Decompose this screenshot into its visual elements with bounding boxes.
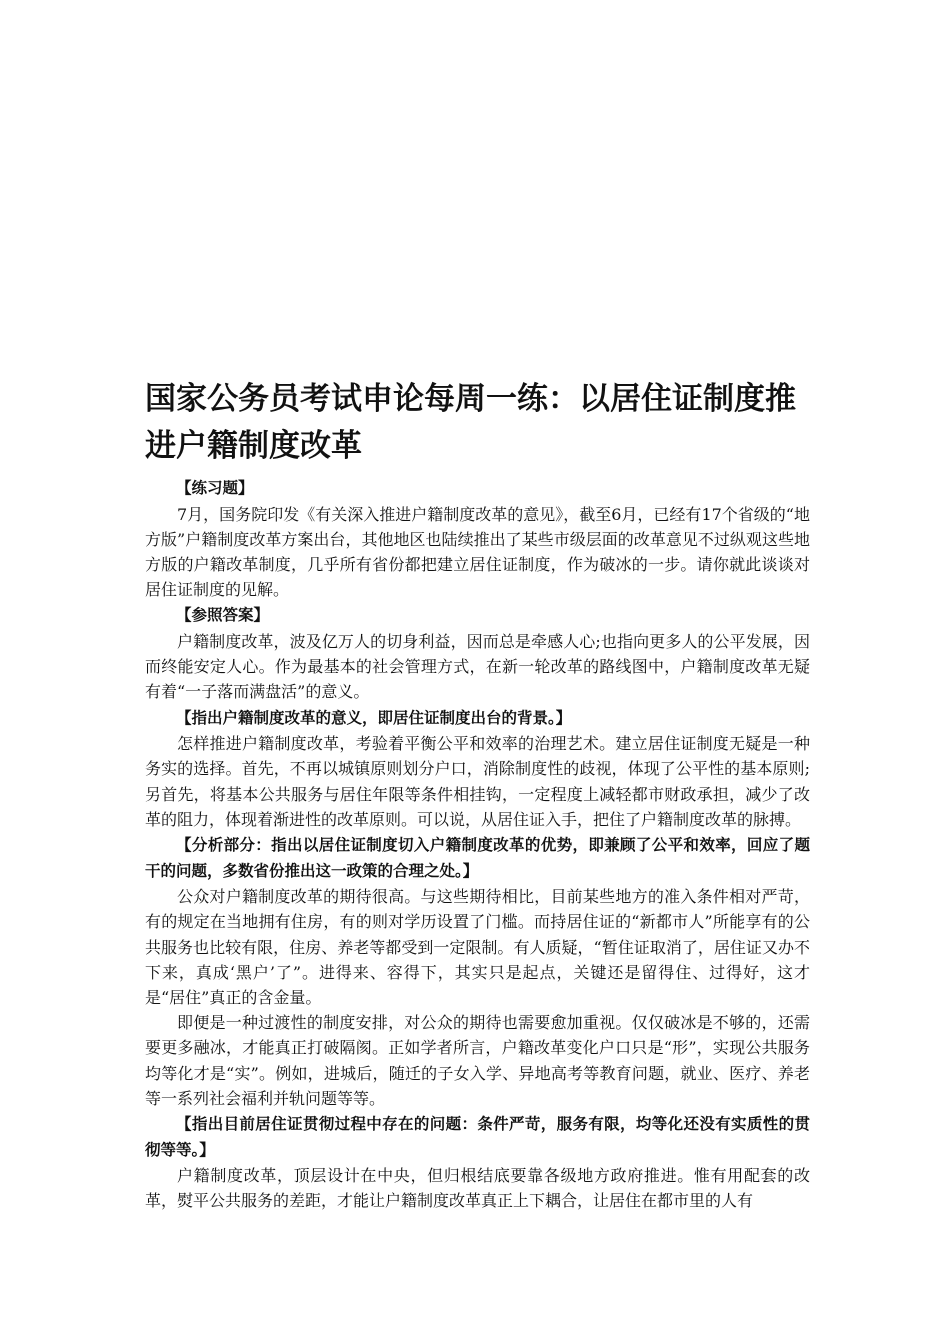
annotation-2: 【分析部分：指出以居住证制度切入户籍制度改革的优势，即兼顾了公平和效率，回应了题干的问题，多数省份推出这一政策的合理之处。】	[145, 836, 810, 880]
answer-paragraph-3: 公众对户籍制度改革的期待很高。与这些期待相比，目前某些地方的准入条件相对严苛，有的规定在当地拥有住房，有的则对学历设置了门槛。而持居住证的“新都市人”所能享有的公共服务也比较有限，住房、养老等都受到一定限制。有人质疑，“暂住证取消了，居住证又办不下来，真成‘黑户’了”。进得来、容得下，其实只是起点，关键还是留得住、过得好，这才是“居住”真正的含金量。	[145, 887, 810, 1008]
answer-paragraph-5: 户籍制度改革，顶层设计在中央，但归根结底要靠各级地方政府推进。惟有用配套的改革，熨平公共服务的差距，才能让户籍制度改革真正上下耦合，让居住在都市里的人有	[145, 1166, 810, 1211]
question-paragraph: 7月，国务院印发《有关深入推进户籍制度改革的意见》，截至6月，已经有17个省级的“地方版”户籍制度改革方案出台，其他地区也陆续推出了某些市级层面的改革意见不过纵观这些地方版的户籍改革制度，几乎所有省份都把建立居住证制度，作为破冰的一步。请你就此谈谈对居住证制度的见解。	[145, 504, 810, 600]
answer-paragraph-2: 怎样推进户籍制度改革，考验着平衡公平和效率的治理艺术。建立居住证制度无疑是一种务实的选择。首先，不再以城镇原则划分户口，消除制度性的歧视，体现了公平性的基本原则;另首先，将基本公共服务与居住年限等条件相挂钩，一定程度上减轻都市财政承担，减少了改革的阻力，体现着渐进性的改革原则。可以说，从居住证入手，把住了户籍制度改革的脉搏。	[145, 734, 810, 829]
answer-paragraph-1: 户籍制度改革，波及亿万人的切身利益，因而总是牵感人心;也指向更多人的公平发展，因而终能安定人心。作为最基本的社会管理方式，在新一轮改革的路线图中，户籍制度改革无疑有着“一子落而满盘活”的意义。	[145, 632, 810, 702]
annotation-1: 【指出户籍制度改革的意义，即居住证制度出台的背景。】	[176, 708, 572, 727]
answer-label: 【参照答案】	[176, 606, 270, 625]
page-title: 国家公务员考试申论每周一练：以居住证制度推进户籍制度改革	[145, 381, 796, 464]
document-body	[145, 376, 810, 1214]
practice-label: 【练习题】	[176, 479, 254, 497]
annotation-3: 【指出目前居住证贯彻过程中存在的问题：条件严苛，服务有限，均等化还没有实质性的贯彻等等。】	[145, 1115, 810, 1159]
answer-paragraph-4: 即便是一种过渡性的制度安排，对公众的期待也需要愈加重视。仅仅破冰是不够的，还需要更多融冰，才能真正打破隔阂。正如学者所言，户籍改革变化户口只是“形”，实现公共服务均等化才是“实”。例如，进城后，随迁的子女入学、异地高考等教育问题，就业、医疗、养老等一系列社会福利并轨问题等等。	[145, 1013, 810, 1108]
